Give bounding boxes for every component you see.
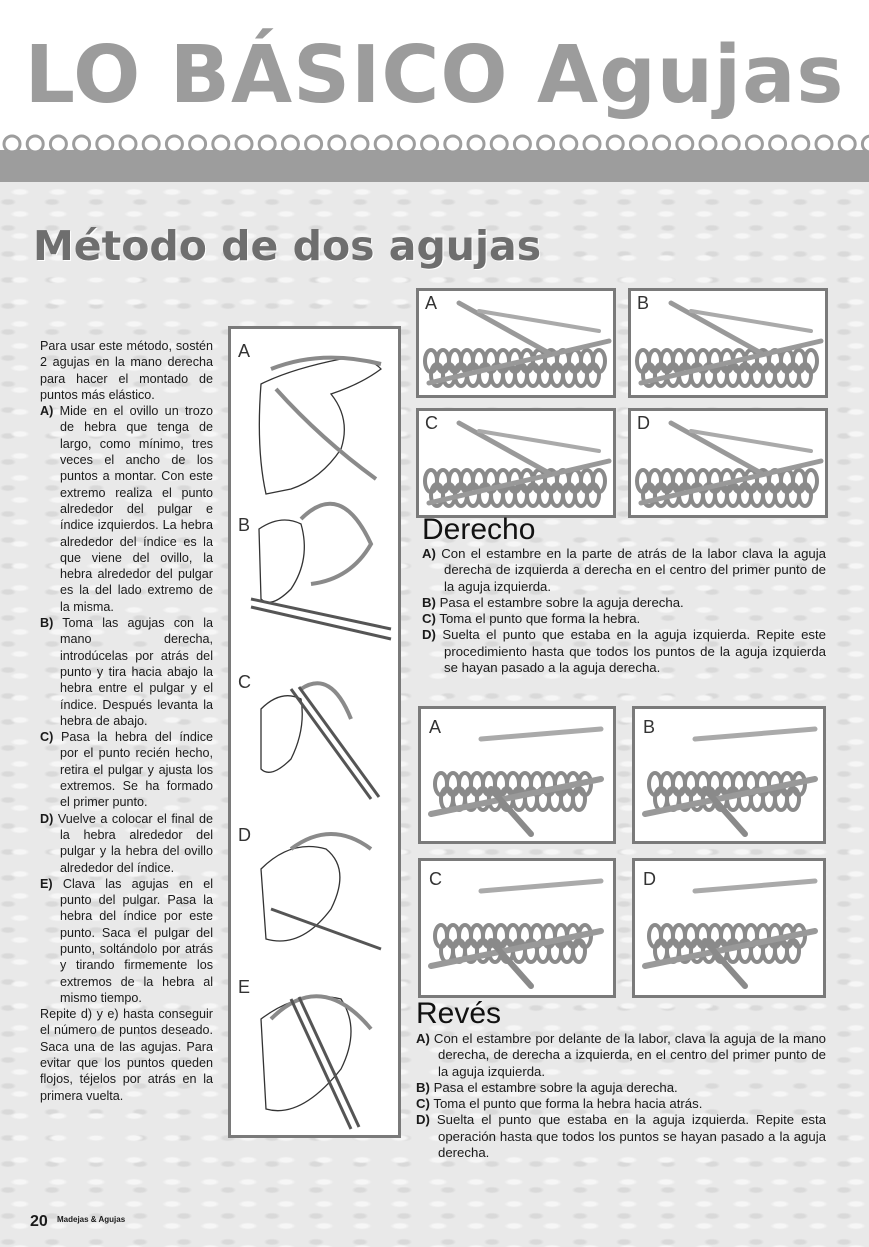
header-dot <box>120 136 136 152</box>
reves-title: Revés <box>416 997 502 1030</box>
derecho-panel-d <box>628 408 828 518</box>
reves-step-b: B) Pasa el estambre sobre la aguja derecha. <box>416 1079 678 1095</box>
derecho-panel-label-b: B <box>637 293 650 313</box>
header-dot <box>50 136 66 152</box>
header-dot <box>190 136 206 152</box>
header-dot <box>375 136 391 152</box>
header-dot <box>329 136 345 152</box>
header-dot <box>352 136 368 152</box>
header-dot <box>398 136 414 152</box>
magazine-name: Madejas & Agujas <box>57 1215 126 1224</box>
header-dot <box>746 136 762 152</box>
header-dot <box>74 136 90 152</box>
cast-on-instructions <box>40 338 213 1104</box>
reves-panel-label-c: C <box>429 869 442 889</box>
header-dot <box>607 136 623 152</box>
hand-panel-label-d: D <box>238 825 251 845</box>
reves-panel-c <box>418 858 616 998</box>
page-number: 20 <box>30 1213 48 1230</box>
hand-panel-label-c: C <box>238 672 251 692</box>
cast-on-step-c: C) Pasa la hebra del índice por el punto recién hecho, retira el pulgar y ajusta los extremos. Se ha formado el primer punto. <box>40 730 214 810</box>
header-dot <box>584 136 600 152</box>
purl-stitch-illustration <box>421 861 613 995</box>
reves-panel-label-d: D <box>643 869 656 889</box>
derecho-panel-label-c: C <box>425 413 438 433</box>
header-dot <box>700 136 716 152</box>
header-dot <box>445 136 461 152</box>
header-dot <box>27 136 43 152</box>
hand-illustrations <box>231 329 398 1135</box>
header-dot <box>561 136 577 152</box>
section-title: Método de dos agujas <box>33 222 542 270</box>
header-dot <box>770 136 786 152</box>
purl-stitch-illustration <box>421 709 613 841</box>
hand-b-illustration <box>259 520 304 602</box>
derecho-step-b: B) Pasa el estambre sobre la aguja derecha. <box>422 594 684 610</box>
header-dot <box>654 136 670 152</box>
hand-c-illustration <box>261 696 302 773</box>
header-dot <box>793 136 809 152</box>
page-title: LO BÁSICO Agujas <box>24 29 845 121</box>
header-dot <box>213 136 229 152</box>
knit-stitch-illustration <box>419 411 613 515</box>
hand-a-illustration <box>259 359 381 494</box>
header-dot <box>4 136 20 152</box>
header-dot <box>677 136 693 152</box>
header-dot <box>306 136 322 152</box>
derecho-step-a: A) Con el estambre en la parte de atrás de la labor clava la aguja derecha de izquierda a derecha en el centro del primer punto de la aguja izquierda. <box>422 546 826 594</box>
header-dot <box>862 136 869 152</box>
page-header <box>0 0 869 182</box>
cast-on-step-a: A) Mide en el ovillo un trozo de hebra que tenga de largo, como mínimo, tres veces el ancho de los puntos a montar. Con este extremo realiza el punto alrededor del pulgar e índice izquierdos. La hebra alrededor del índice es la que viene del ovillo, la hebra alrededor del pulgar es la del lado extremo de la misma. <box>40 404 214 614</box>
header-dot <box>816 136 832 152</box>
hand-panel-label-a: A <box>238 341 251 361</box>
header-dot <box>166 136 182 152</box>
outro-paragraph: Repite d) y e) hasta conseguir el número de puntos deseado. Saca una de las agujas. Para evitar que los puntos queden flojos, téjelos por atrás en la primera vuelta. <box>40 1007 213 1103</box>
cast-on-step-b: B) Toma las agujas con la mano derecha, introdúcelas por atrás del punto y tira hacia abajo la hebra entre el pulgar y el índice. Después levanta la hebra de abajo. <box>40 616 213 728</box>
hand-panel-label-e: E <box>238 977 251 997</box>
derecho-panel-b <box>628 288 828 398</box>
cast-on-step-e: E) Clava las agujas en el punto del pulgar. Pasa la hebra del índice por este punto. Saca el pulgar del punto, soltándolo por atrás y tirando firmemente los extremos de la hebra al mismo tiempo. <box>40 876 214 1005</box>
intro-paragraph: Para usar este método, sostén 2 agujas en la mano derecha para hacer el montado de puntos más elástico. <box>40 339 213 402</box>
header-dot <box>514 136 530 152</box>
knit-stitch-illustration <box>631 291 825 395</box>
reves-panel-label-b: B <box>643 717 656 737</box>
derecho-step-c: C) Toma el punto que forma la hebra. <box>422 611 641 627</box>
reves-step-c: C) Toma el punto que forma la hebra hacia atrás. <box>416 1096 703 1112</box>
header-dot <box>491 136 507 152</box>
header-dot <box>236 136 252 152</box>
reves-panel-label-a: A <box>429 717 442 737</box>
derecho-step-d: D) Suelta el punto que estaba en la aguja izquierda. Repite este procedimiento hasta que todos los puntos de la aguja izquierda se hayan pasado a la aguja derecha. <box>422 627 826 676</box>
hand-d-illustration <box>261 847 340 942</box>
reves-step-a: A) Con el estambre por delante de la labor, clava la aguja de la mano derecha, de derecha a izquierda, en el centro del primer punto de la aguja izquierda. <box>416 1031 826 1079</box>
header-dot <box>143 136 159 152</box>
derecho-panel-label-d: D <box>637 413 650 433</box>
derecho-panel-label-a: A <box>425 293 438 313</box>
reves-step-d: D) Suelta el punto que estaba en la aguja izquierda. Repite esta operación hasta que todos los puntos se hayan pasado a la aguja derecha. <box>416 1112 826 1161</box>
cast-on-step-d: D) Vuelve a colocar el final de la hebra alrededor del pulgar y la hebra del ovillo alrededor del índice. <box>40 811 213 875</box>
header-dot <box>630 136 646 152</box>
reves-steps <box>416 1031 826 1161</box>
header-dot <box>282 136 298 152</box>
hand-panel-label-b: B <box>238 515 251 535</box>
knit-stitch-illustration <box>631 411 825 515</box>
header-dot <box>259 136 275 152</box>
hand-illustrations-frame <box>228 326 401 1138</box>
knit-stitch-illustration <box>419 291 613 395</box>
derecho-steps <box>422 546 826 676</box>
purl-stitch-illustration <box>635 709 823 841</box>
header-dot <box>723 136 739 152</box>
header-dot <box>468 136 484 152</box>
derecho-panel-a <box>416 288 616 398</box>
reves-panel-d <box>632 858 826 998</box>
reves-panel-b <box>632 706 826 844</box>
header-dot <box>97 136 113 152</box>
reves-panel-a <box>418 706 616 844</box>
derecho-title: Derecho <box>422 513 536 546</box>
header-dot <box>839 136 855 152</box>
purl-stitch-illustration <box>635 861 823 995</box>
header-dot <box>538 136 554 152</box>
header-dot-border <box>0 125 869 155</box>
derecho-panel-c <box>416 408 616 518</box>
header-dot <box>422 136 438 152</box>
